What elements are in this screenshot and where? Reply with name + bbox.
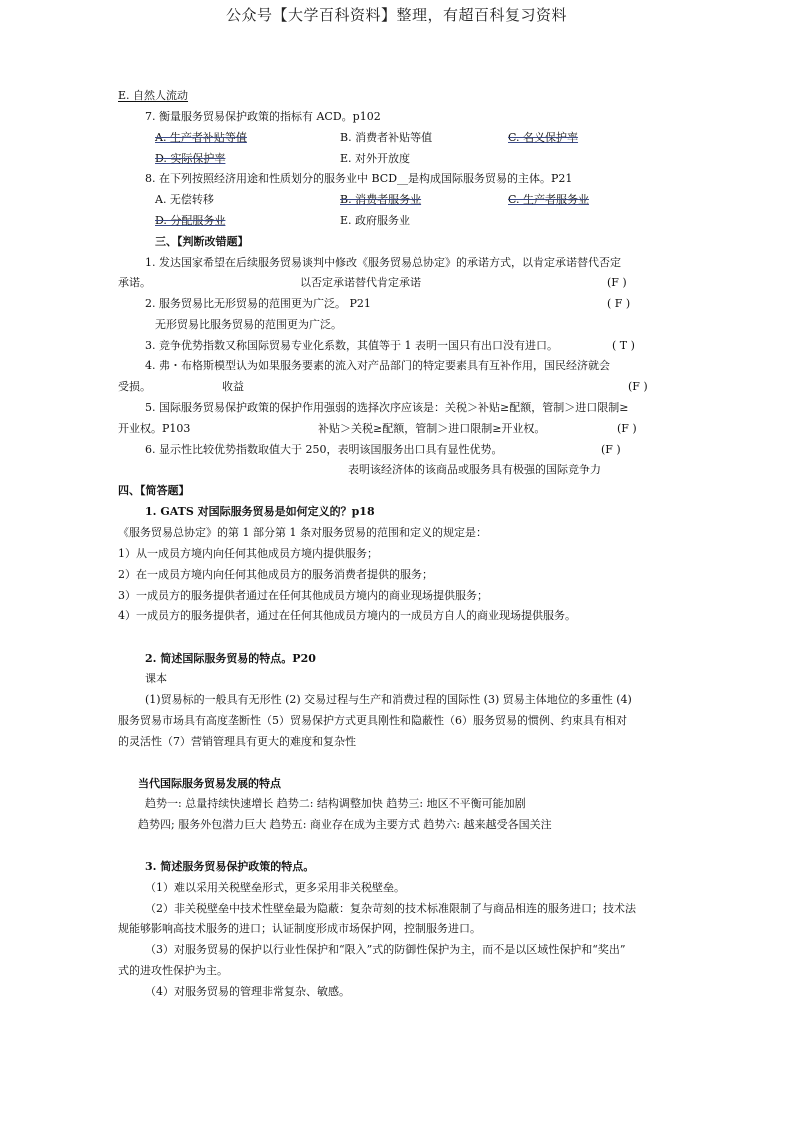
q8-option-e: E. 政府服务业 (340, 214, 411, 227)
judge-4-answer: (F ) (628, 380, 648, 393)
q7-stem: 7. 衡量服务贸易保护政策的指标有 ACD。p102 (145, 110, 381, 123)
q4-2-line-0: (1)贸易标的一般具有无形性 (2) 交易过程与生产和消费过程的国际性 (3) 贸易主体地位的多重性 (4) (145, 693, 632, 706)
judge-2-answer: ( F ) (607, 297, 631, 310)
q4-3-line-0: （1）难以采用关税壁垒形式，更多采用非关税壁垒。 (145, 881, 405, 894)
q7-option-d: D. 实际保护率 (155, 152, 226, 165)
q7-option-e: E. 对外开放度 (340, 152, 411, 165)
judge-4-line2: 受损。 (118, 380, 151, 393)
q4-1-line-0: 《服务贸易总协定》的第 1 部分第 1 条对服务贸易的范围和定义的规定是： (118, 526, 487, 539)
q4-2-note: 课本 (145, 672, 167, 685)
judge-2-line1: 2. 服务贸易比无形贸易的范围更为广泛。 P21 (145, 297, 371, 310)
trend-line-1: 趋势一: 总量持续快速增长 趋势二: 结构调整加快 趋势三: 地区不平衡可能加剧 (145, 797, 526, 810)
q4-1-title: 1. GATS 对国际服务贸易是如何定义的？p18 (145, 505, 375, 518)
trend-line-2: 趋势四; 服务外包潜力巨大 趋势五: 商业存在成为主要方式 趋势六: 越来越受各国关注 (138, 818, 552, 831)
q4-2-line-1: 服务贸易市场具有高度垄断性（5）贸易保护方式更具刚性和隐蔽性（6）服务贸易的惯例、约束具有相对 (118, 714, 627, 727)
judge-3-answer: ( T ) (612, 339, 635, 352)
judge-3-line1: 3. 竞争优势指数又称国际贸易专业化系数，其值等于 1 表明一国只有出口没有进口。 (145, 339, 558, 352)
q7-option-a: A. 生产者补贴等值 (155, 131, 247, 144)
judge-1-correction: 以否定承诺替代肯定承诺 (300, 276, 421, 289)
q8-option-a: A. 无偿转移 (155, 193, 214, 206)
q4-2-title: 2. 简述国际服务贸易的特点。P20 (145, 652, 316, 665)
judge-1-line2: 承诺。 (118, 276, 151, 289)
judge-6-answer: (F ) (601, 443, 621, 456)
judge-5-line2: 开业权。P103 (118, 422, 191, 435)
q8-option-d: D. 分配服务业 (155, 214, 226, 227)
q4-1-line-1: 1）从一成员方境内向任何其他成员方境内提供服务； (118, 547, 378, 560)
q4-3-line-4: 式的进攻性保护为主。 (118, 964, 228, 977)
q4-3-line-5: （4）对服务贸易的管理非常复杂、敏感。 (145, 985, 350, 998)
q4-3-line-2: 规能够影响高技术服务的进口；认证制度形成市场保护网，控制服务进口。 (118, 922, 481, 935)
q8-option-b: B. 消费者服务业 (340, 193, 422, 206)
judge-6-correction: 表明该经济体的该商品或服务具有极强的国际竞争力 (348, 463, 601, 476)
section-3-title: 三、【判断改错题】 (155, 235, 249, 248)
q4-3-line-3: （3）对服务贸易的保护以行业性保护和“限入”式的防御性保护为主，而不是以区域性保护和“奖出” (145, 943, 626, 956)
page-header: 公众号【大学百科资料】整理，有超百科复习资料 (225, 6, 567, 24)
q8-stem: 8. 在下列按照经济用途和性质划分的服务业中 BCD__是构成国际服务贸易的主体。P21 (145, 172, 573, 185)
q7-option-b: B. 消费者补贴等值 (340, 131, 433, 144)
judge-5-correction: 补贴＞关税≥配额，管制＞进口限制≥开业权。 (318, 422, 546, 435)
judge-5-line1: 5. 国际服务贸易保护政策的保护作用强弱的选择次序应该是：关税＞补贴≥配额，管制＞进口限制≥ (145, 401, 629, 414)
section-4-title: 四、【简答题】 (118, 484, 190, 497)
judge-4-line1: 4. 弗・布格斯模型认为如果服务要素的流入对产品部门的特定要素具有互补作用，国民经济就会 (145, 359, 610, 372)
judge-2-correction: 无形贸易比服务贸易的范围更为广泛。 (155, 318, 342, 331)
judge-6-line1: 6. 显示性比较优势指数取值大于 250，表明该国服务出口具有显性优势。 (145, 443, 503, 456)
q8-option-c: C. 生产者服务业 (508, 193, 590, 206)
q4-2-line-2: 的灵活性（7）营销管理具有更大的难度和复杂性 (118, 735, 356, 748)
q4-1-line-3: 3）一成员方的服务提供者通过在任何其他成员方境内的商业现场提供服务； (118, 589, 488, 602)
q4-3-title: 3. 简述服务贸易保护政策的特点。 (145, 860, 315, 873)
q4-1-line-2: 2）在一成员方境内向任何其他成员方的服务消费者提供的服务； (118, 568, 433, 581)
trend-title: 当代国际服务贸易发展的特点 (138, 777, 281, 790)
q7-option-c: C. 名义保护率 (508, 131, 579, 144)
judge-4-correction: 收益 (222, 380, 244, 393)
q4-1-line-4: 4）一成员方的服务提供者，通过在任何其他成员方境内的一成员方自人的商业现场提供服务。 (118, 609, 576, 622)
q4-3-line-1: （2）非关税壁垒中技术性壁垒最为隐蔽：复杂苛刻的技术标准限制了与商品相连的服务进口；技术法 (145, 902, 636, 915)
judge-1-line1: 1. 发达国家希望在后续服务贸易谈判中修改《服务贸易总协定》的承诺方式，以肯定承诺替代否定 (145, 256, 621, 269)
option-e-natural-persons: E. 自然人流动 (118, 89, 189, 102)
judge-5-answer: (F ) (617, 422, 637, 435)
judge-1-answer: (F ) (607, 276, 627, 289)
